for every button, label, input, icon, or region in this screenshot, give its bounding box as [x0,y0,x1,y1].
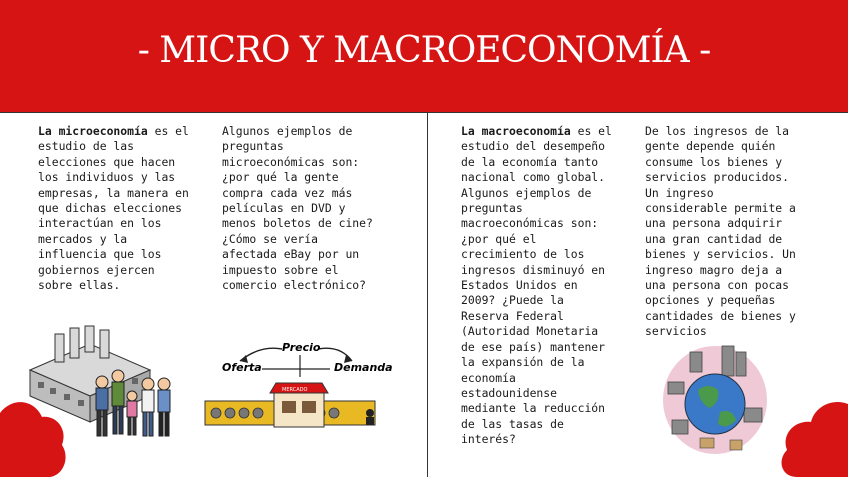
red-blob-right-decoration [775,400,848,477]
micro-definition-text [38,124,189,293]
page-title: - MICRO Y MACROECONOMÍA - [137,30,711,71]
micro-definition-rest: es el estudio de las elecciones que hacen los individuos y las empresas, la manera en que dichas elecciones interactúan en los mercados y la influencia que los gobiernos ejercen sobre ellas. [38,124,189,293]
globe-economy-illustration [660,338,770,458]
micro-examples-text: Algunos ejemplos de preguntas microeconómicas son: ¿por qué la gente compra cada vez más películas en DVD y menos boletos de cine? ¿Cómo se vería afectada eBay por un impuesto sobre el comercio electrónico? [222,124,373,293]
market-sign: MERCADO [282,387,308,393]
center-divider [427,112,428,477]
micro-term: La microeconomía [38,124,148,138]
demand-label: Demanda [334,361,393,374]
macro-definition-rest: es el estudio del desempeño de la economía tanto nacional como global. Algunos ejemplos de preguntas macroeconómicas son: ¿por qué el crecimiento de los ingresos disminuyó en Estados Unidos en 2009? ¿Puede la Reserva Federal (Autoridad Monetaria de ese país) mantener la expansión de la economía estadounidense mediante la reducción de las tasas de interés? [461,124,612,447]
price-label: Precio [282,341,321,354]
macro-term: La macroeconomía [461,124,571,138]
header-divider [0,112,848,113]
market-diagram-illustration [200,335,393,435]
income-text: De los ingresos de la gente depende quién consume los bienes y servicios producidos. Un ingreso considerable permite a una persona adquirir una gran cantidad de bienes y servicios. Un ingreso magro deja a una persona con pocas opciones y pequeñas cantidades de bienes y servicios [645,124,796,339]
factory-people-illustration [20,322,190,440]
macro-definition-text [461,124,612,448]
supply-label: Oferta [222,361,262,374]
